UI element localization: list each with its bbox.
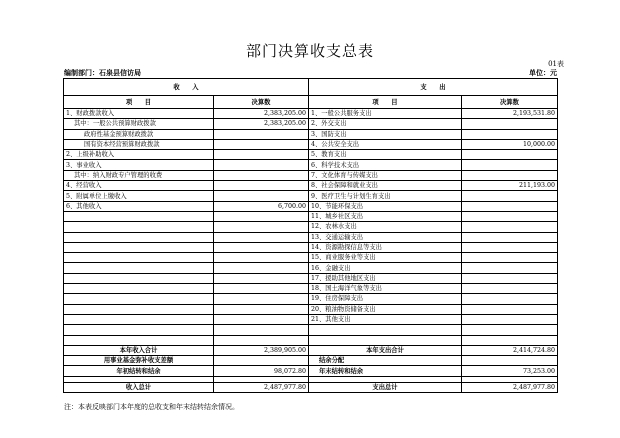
expense-item-cell: 10、节能环保支出	[309, 201, 462, 211]
table-row	[64, 304, 558, 314]
income-item-cell: 4、经营收入	[64, 181, 214, 191]
income-item-cell	[64, 273, 214, 283]
income-amount-cell	[214, 129, 309, 139]
expense-amount-cell	[462, 232, 558, 242]
expense-item-cell: 16、金融支出	[309, 263, 462, 273]
income-amount-cell: 2,383,205.00	[214, 109, 309, 119]
expense-item-cell: 8、社会保障和就业支出	[309, 181, 462, 191]
expense-item-cell: 6、科学技术支出	[309, 160, 462, 170]
expense-item-cell: 11、城乡社区支出	[309, 211, 462, 221]
income-item-cell	[64, 211, 214, 221]
income-amount-cell	[214, 263, 309, 273]
income-item-cell	[64, 263, 214, 273]
expense-amount-cell: 2,193,531.80	[462, 109, 558, 119]
table-row	[64, 294, 558, 304]
income-item-cell	[64, 304, 214, 314]
balance-diff-label: 用事业基金弥补收支差额	[64, 356, 214, 366]
income-amount-cell	[214, 304, 309, 314]
table-row	[64, 139, 558, 149]
income-amount-cell	[214, 273, 309, 283]
expense-amount-cell	[462, 273, 558, 283]
income-amount-cell	[214, 294, 309, 304]
table-row	[64, 314, 558, 324]
expense-item-cell: 14、资源勘探信息等支出	[309, 242, 462, 252]
expense-amount-cell	[462, 263, 558, 273]
expense-amount-cell	[462, 211, 558, 221]
income-item-cell	[64, 325, 214, 335]
expense-item-cell: 9、医疗卫生与计划生育支出	[309, 191, 462, 201]
income-item-cell	[64, 294, 214, 304]
expense-amount-cell: 10,000.00	[462, 139, 558, 149]
expense-amount-header: 决算数	[462, 96, 558, 109]
table-row	[64, 170, 558, 180]
balance-diff-value	[214, 356, 309, 366]
expense-item-cell: 5、教育支出	[309, 150, 462, 160]
begin-balance-value: 98,072.80	[214, 366, 309, 376]
income-item-cell: 其中：一般公共预算财政拨款	[64, 119, 214, 129]
expense-total-value: 2,414,724.80	[462, 345, 558, 355]
expense-item-header: 项 目	[309, 96, 462, 109]
budget-summary-table	[63, 78, 558, 393]
income-amount-cell	[214, 222, 309, 232]
income-amount-cell	[214, 170, 309, 180]
income-item-cell: 3、事业收入	[64, 160, 214, 170]
income-amount-cell	[214, 314, 309, 324]
table-row	[64, 335, 558, 345]
income-item-cell	[64, 253, 214, 263]
income-item-cell: 国有资本经营预算财政拨款	[64, 139, 214, 149]
income-item-cell	[64, 242, 214, 252]
expense-amount-cell	[462, 222, 558, 232]
income-item-cell	[64, 222, 214, 232]
expense-amount-cell	[462, 119, 558, 129]
income-amount-cell	[214, 181, 309, 191]
expense-amount-cell: 211,193.00	[462, 181, 558, 191]
footnote: 注：本表反映部门本年度的总收支和年末结转结余情况。	[64, 403, 239, 411]
income-total-row	[64, 345, 558, 355]
begin-balance-label: 年初结转和结余	[64, 366, 214, 376]
table-row	[64, 129, 558, 139]
expense-item-cell: 20、粮油物资储备支出	[309, 304, 462, 314]
expense-amount-cell	[462, 304, 558, 314]
expense-item-cell: 18、国土海洋气象等支出	[309, 284, 462, 294]
table-row	[64, 201, 558, 211]
income-section-header: 收 入	[64, 79, 309, 96]
expense-amount-cell	[462, 201, 558, 211]
table-row	[64, 222, 558, 232]
table-row	[64, 232, 558, 242]
grand-total-row	[64, 382, 558, 392]
income-item-cell	[64, 335, 214, 345]
income-amount-cell: 2,383,205.00	[214, 119, 309, 129]
expense-amount-cell	[462, 325, 558, 335]
table-row	[64, 325, 558, 335]
page-title: 部门决算收支总表	[245, 42, 374, 60]
income-amount-cell: 6,700.00	[214, 201, 309, 211]
expense-item-cell: 12、农林水支出	[309, 222, 462, 232]
expense-amount-cell	[462, 150, 558, 160]
table-row	[64, 150, 558, 160]
expense-amount-cell	[462, 314, 558, 324]
income-amount-cell	[214, 139, 309, 149]
income-item-cell	[64, 314, 214, 324]
grand-income-value: 2,487,977.80	[214, 382, 309, 392]
expense-amount-cell	[462, 294, 558, 304]
income-amount-cell	[214, 232, 309, 242]
table-code: 01表	[548, 60, 564, 68]
table-row	[64, 191, 558, 201]
income-amount-cell	[214, 284, 309, 294]
table-row	[64, 109, 558, 119]
carryover-row	[64, 366, 558, 376]
income-amount-cell	[214, 150, 309, 160]
income-amount-header: 决算数	[214, 96, 309, 109]
expense-item-cell: 1、一般公共服务支出	[309, 109, 462, 119]
expense-item-cell: 7、文化体育与传媒支出	[309, 170, 462, 180]
table-row	[64, 284, 558, 294]
income-item-cell	[64, 232, 214, 242]
end-balance-value: 73,253.00	[462, 366, 558, 376]
table-row	[64, 160, 558, 170]
income-item-cell	[64, 284, 214, 294]
expense-item-cell: 3、国防支出	[309, 129, 462, 139]
income-amount-cell	[214, 191, 309, 201]
income-item-cell: 6、其他收入	[64, 201, 214, 211]
income-item-cell: 政府性基金预算财政拨款	[64, 129, 214, 139]
table-row	[64, 181, 558, 191]
expense-amount-cell	[462, 170, 558, 180]
expense-item-cell: 15、商业服务业等支出	[309, 253, 462, 263]
expense-amount-cell	[462, 284, 558, 294]
income-item-cell: 2、上级补助收入	[64, 150, 214, 160]
expense-amount-cell	[462, 191, 558, 201]
expense-amount-cell	[462, 160, 558, 170]
income-item-header: 项 目	[64, 96, 214, 109]
income-amount-cell	[214, 160, 309, 170]
section-header-row	[64, 79, 558, 96]
grand-expense-value: 2,487,977.80	[462, 382, 558, 392]
income-amount-cell	[214, 325, 309, 335]
grand-income-label: 收入总计	[64, 382, 214, 392]
expense-item-cell	[309, 335, 462, 345]
income-amount-cell	[214, 335, 309, 345]
expense-amount-cell	[462, 129, 558, 139]
expense-item-cell	[309, 325, 462, 335]
expense-section-header: 支 出	[309, 79, 558, 96]
grand-expense-label: 支出总计	[309, 382, 462, 392]
unit-label: 单位：元	[529, 68, 557, 77]
balance-diff-row	[64, 356, 558, 366]
income-amount-cell	[214, 211, 309, 221]
expense-amount-cell	[462, 253, 558, 263]
org-label: 编制部门：石泉县信访局	[64, 68, 141, 77]
expense-item-cell: 21、其他支出	[309, 314, 462, 324]
income-item-cell: 其中：纳入财政专户管理的收费	[64, 170, 214, 180]
expense-total-label: 本年支出合计	[309, 345, 462, 355]
expense-amount-cell	[462, 335, 558, 345]
expense-item-cell: 13、交通运输支出	[309, 232, 462, 242]
expense-item-cell: 4、公共安全支出	[309, 139, 462, 149]
table-row	[64, 242, 558, 252]
expense-item-cell: 17、援助其他地区支出	[309, 273, 462, 283]
expense-amount-cell	[462, 242, 558, 252]
income-amount-cell	[214, 242, 309, 252]
table-row	[64, 211, 558, 221]
expense-item-cell: 2、外交支出	[309, 119, 462, 129]
table-row	[64, 119, 558, 129]
table-row	[64, 253, 558, 263]
table-row	[64, 273, 558, 283]
column-header-row	[64, 96, 558, 109]
income-total-value: 2,389,905.00	[214, 345, 309, 355]
expense-item-cell: 19、住房保障支出	[309, 294, 462, 304]
table-row	[64, 263, 558, 273]
income-total-label: 本年收入合计	[64, 345, 214, 355]
table-meta	[64, 68, 557, 78]
income-item-cell: 1、财政拨款收入	[64, 109, 214, 119]
distribution-value	[462, 356, 558, 366]
distribution-label: 结余分配	[309, 356, 462, 366]
income-item-cell: 5、附属单位上缴收入	[64, 191, 214, 201]
income-amount-cell	[214, 253, 309, 263]
end-balance-label: 年末结转和结余	[309, 366, 462, 376]
